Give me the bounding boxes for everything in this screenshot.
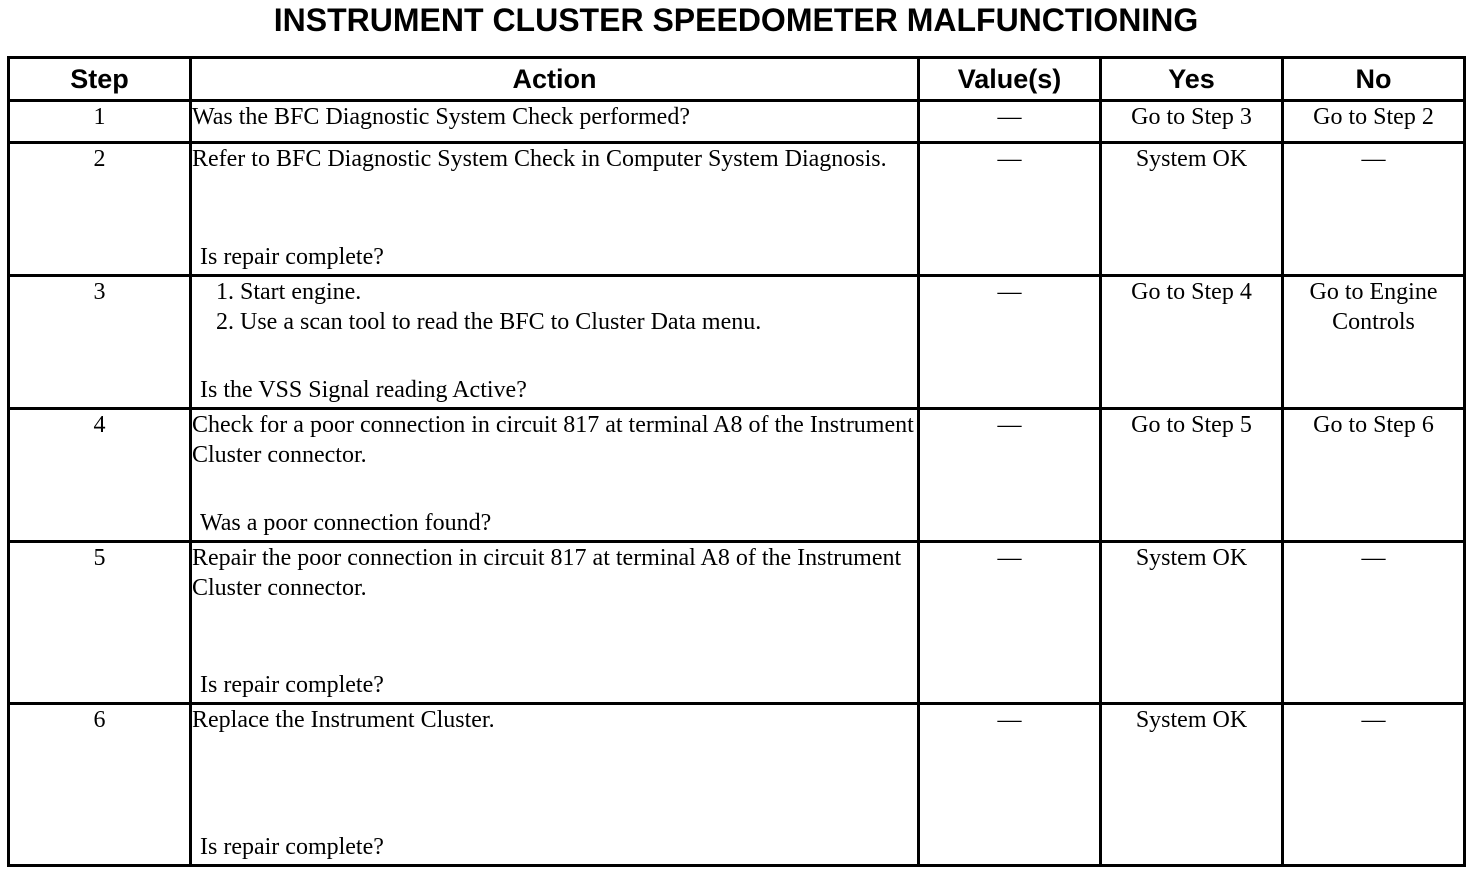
action-question: Is repair complete? xyxy=(200,834,384,860)
step-number: 3 xyxy=(9,276,191,409)
action-step-list xyxy=(192,277,917,337)
step-number: 2 xyxy=(9,143,191,276)
action-text: Check for a poor connection in circuit 817 at terminal A8 of the Instrument Cluster connector. xyxy=(192,412,914,468)
no-cell: Go to Engine Controls xyxy=(1283,276,1465,409)
no-cell: — xyxy=(1283,143,1465,276)
values-cell: — xyxy=(919,276,1101,409)
header-action: Action xyxy=(191,58,919,101)
no-cell: Go to Step 6 xyxy=(1283,409,1465,542)
table-row xyxy=(9,704,1465,866)
values-cell: — xyxy=(919,542,1101,704)
list-item: 1. Start engine. xyxy=(216,279,362,305)
step-number: 5 xyxy=(9,542,191,704)
action-cell xyxy=(191,101,919,143)
yes-cell: Go to Step 5 xyxy=(1101,409,1283,542)
header-no: No xyxy=(1283,58,1465,101)
action-text: Refer to BFC Diagnostic System Check in Computer System Diagnosis. xyxy=(192,146,887,172)
page-title: INSTRUMENT CLUSTER SPEEDOMETER MALFUNCTIONING xyxy=(273,2,1199,38)
diagnostic-table xyxy=(7,56,1466,867)
step-number: 4 xyxy=(9,409,191,542)
no-cell: — xyxy=(1283,542,1465,704)
action-cell xyxy=(191,276,919,409)
yes-cell: Go to Step 4 xyxy=(1101,276,1283,409)
action-text: Replace the Instrument Cluster. xyxy=(192,707,495,733)
table-row xyxy=(9,143,1465,276)
table-header-row xyxy=(9,58,1465,101)
action-cell xyxy=(191,704,919,866)
list-item: 2. Use a scan tool to read the BFC to Cluster Data menu. xyxy=(216,309,762,335)
table-row xyxy=(9,276,1465,409)
values-cell: — xyxy=(919,101,1101,143)
action-cell xyxy=(191,143,919,276)
action-cell xyxy=(191,409,919,542)
header-values: Value(s) xyxy=(919,58,1101,101)
yes-cell: Go to Step 3 xyxy=(1101,101,1283,143)
no-cell: Go to Step 2 xyxy=(1283,101,1465,143)
action-question: Is repair complete? xyxy=(200,244,384,270)
values-cell: — xyxy=(919,704,1101,866)
table-row xyxy=(9,101,1465,143)
action-text: Was the BFC Diagnostic System Check performed? xyxy=(192,104,690,130)
header-yes: Yes xyxy=(1101,58,1283,101)
no-cell: — xyxy=(1283,704,1465,866)
step-number: 1 xyxy=(9,101,191,143)
action-cell xyxy=(191,542,919,704)
values-cell: — xyxy=(919,409,1101,542)
values-cell: — xyxy=(919,143,1101,276)
header-step: Step xyxy=(9,58,191,101)
table-row xyxy=(9,542,1465,704)
action-text: Repair the poor connection in circuit 817 at terminal A8 of the Instrument Cluster connector. xyxy=(192,545,902,601)
action-question: Is the VSS Signal reading Active? xyxy=(200,377,527,403)
action-question: Was a poor connection found? xyxy=(200,510,492,536)
yes-cell: System OK xyxy=(1101,542,1283,704)
step-number: 6 xyxy=(9,704,191,866)
yes-cell: System OK xyxy=(1101,704,1283,866)
yes-cell: System OK xyxy=(1101,143,1283,276)
action-question: Is repair complete? xyxy=(200,672,384,698)
table-row xyxy=(9,409,1465,542)
